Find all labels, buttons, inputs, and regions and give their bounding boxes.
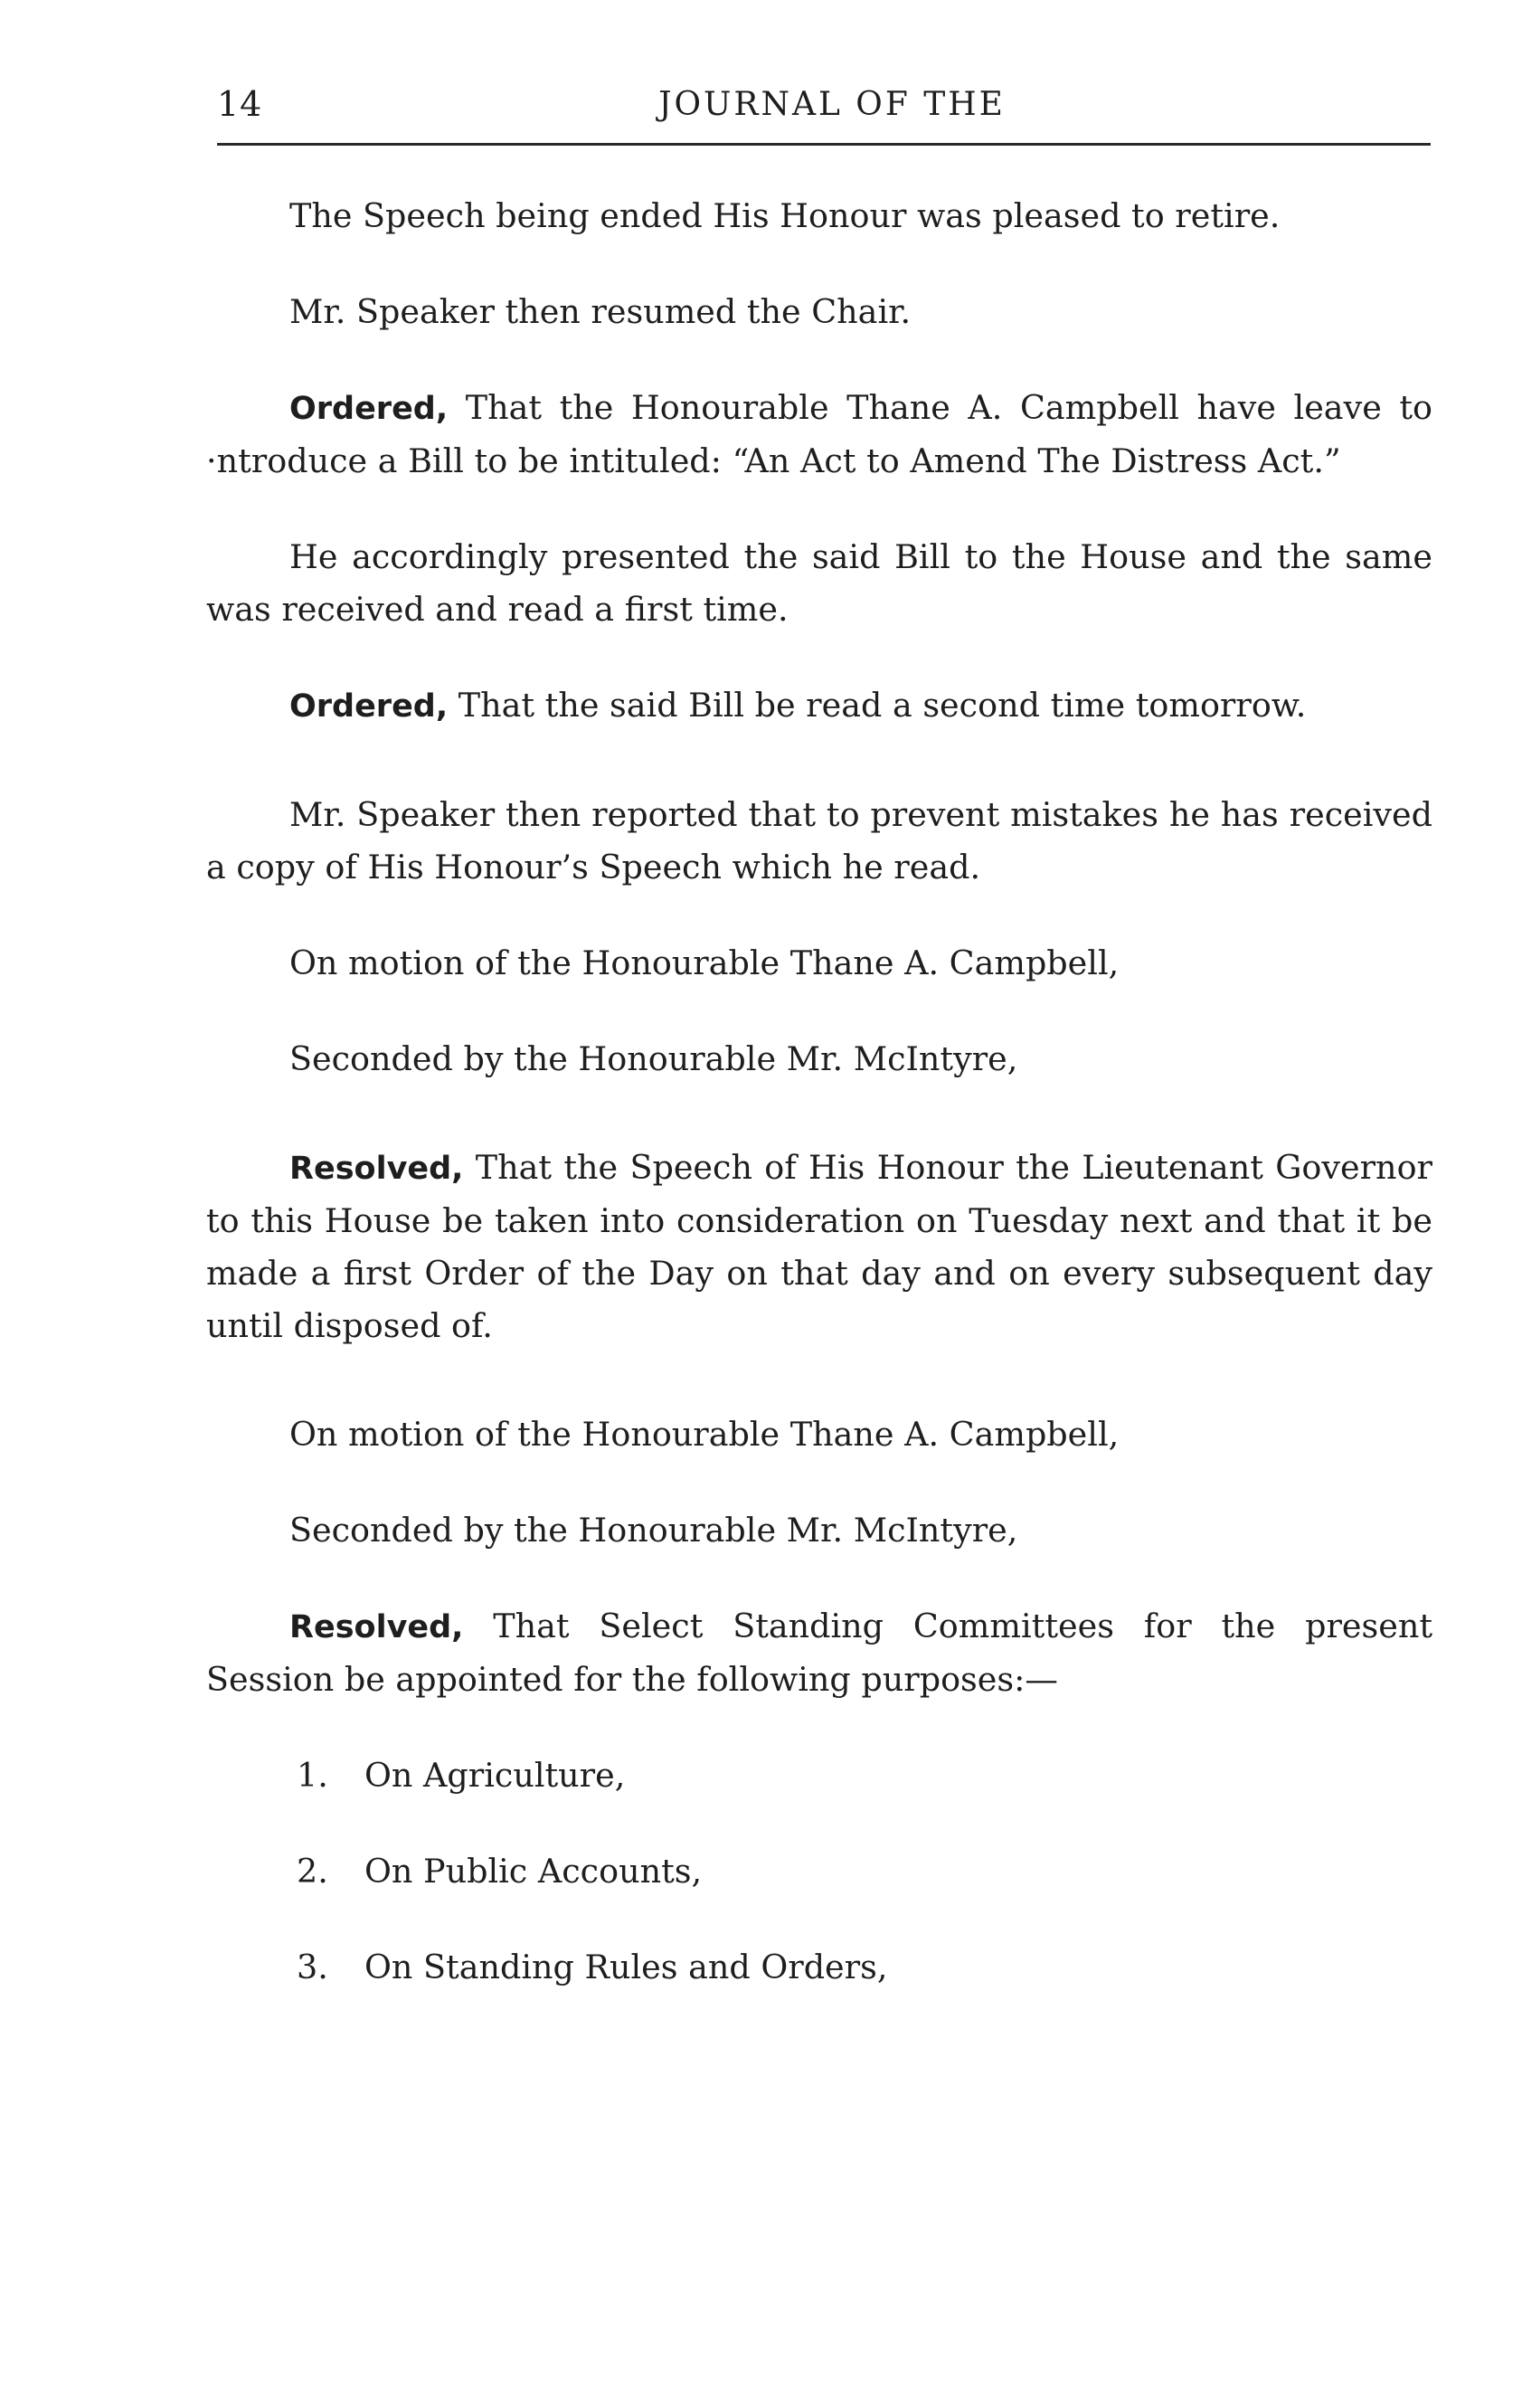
list-item-text: On Standing Rules and Orders, [364,1948,888,1986]
paragraph-seconded [206,1033,1432,1085]
ordered-label: Ordered, [289,688,449,725]
resolved-label: Resolved, [289,1151,464,1187]
paragraph-speech-ended [206,190,1432,242]
list-item [206,1941,1432,1994]
paragraph-speaker-resumed [206,286,1432,338]
paragraph-text: Mr. Speaker then reported that to prevent mistakes he has received a copy of His Honour’s Speech which he read. [206,795,1432,886]
paragraph-text: That Select Standing Committees for the present Session be appointed for the following purposes:— [206,1607,1432,1699]
paragraph-speaker-reported [206,789,1432,894]
list-item-number: 3. [297,1948,328,1986]
paragraph-text: Seconded by the Honourable Mr. McIntyre, [289,1511,1018,1550]
journal-body [206,190,1432,1994]
paragraph-motion [206,937,1432,990]
paragraph-text: That the Speech of His Honour the Lieutenant Governor to this House be taken into consideration on Tuesday next and that it be made a first Order of the Day on that day and on every subsequent day until disposed of. [206,1148,1432,1345]
paragraph-ordered-second-reading [206,679,1432,733]
paragraph-text: Mr. Speaker then resumed the Chair. [289,292,912,331]
page-number: 14 [217,84,263,124]
paragraph-text: The Speech being ended His Honour was pleased to retire. [289,196,1281,235]
paragraph-text: That the said Bill be read a second time tomorrow. [458,686,1307,725]
paragraph-resolved-committees [206,1600,1432,1706]
list-item-text: On Public Accounts, [364,1852,703,1891]
ordered-label: Ordered, [289,391,449,427]
page-header [217,77,1429,140]
paragraph-ordered-leave [206,382,1432,488]
paragraph-text: That the Honourable Thane A. Campbell have leave to ·ntroduce a Bill to be intituled: “An Act to Amend The Distress Act.” [206,388,1432,480]
list-item-text: On Agriculture, [364,1756,626,1795]
paragraph-text: He accordingly presented the said Bill to the House and the same was received and read a first time. [206,537,1432,629]
list-item-number: 1. [297,1756,328,1795]
paragraph-seconded [206,1504,1432,1557]
committee-list [206,1749,1432,1994]
running-head: JOURNAL OF THE [658,86,1006,123]
paragraph-bill-presented [206,531,1432,636]
paragraph-text: On motion of the Honourable Thane A. Campbell, [289,943,1120,982]
list-item [206,1845,1432,1898]
paragraph-text: On motion of the Honourable Thane A. Campbell, [289,1415,1120,1454]
paragraph-motion [206,1408,1432,1461]
resolved-label: Resolved, [289,1609,464,1645]
paragraph-text: Seconded by the Honourable Mr. McIntyre, [289,1039,1018,1078]
list-item-number: 2. [297,1852,328,1891]
paragraph-resolved-speech [206,1142,1432,1352]
header-rule [217,143,1431,146]
list-item [206,1749,1432,1802]
